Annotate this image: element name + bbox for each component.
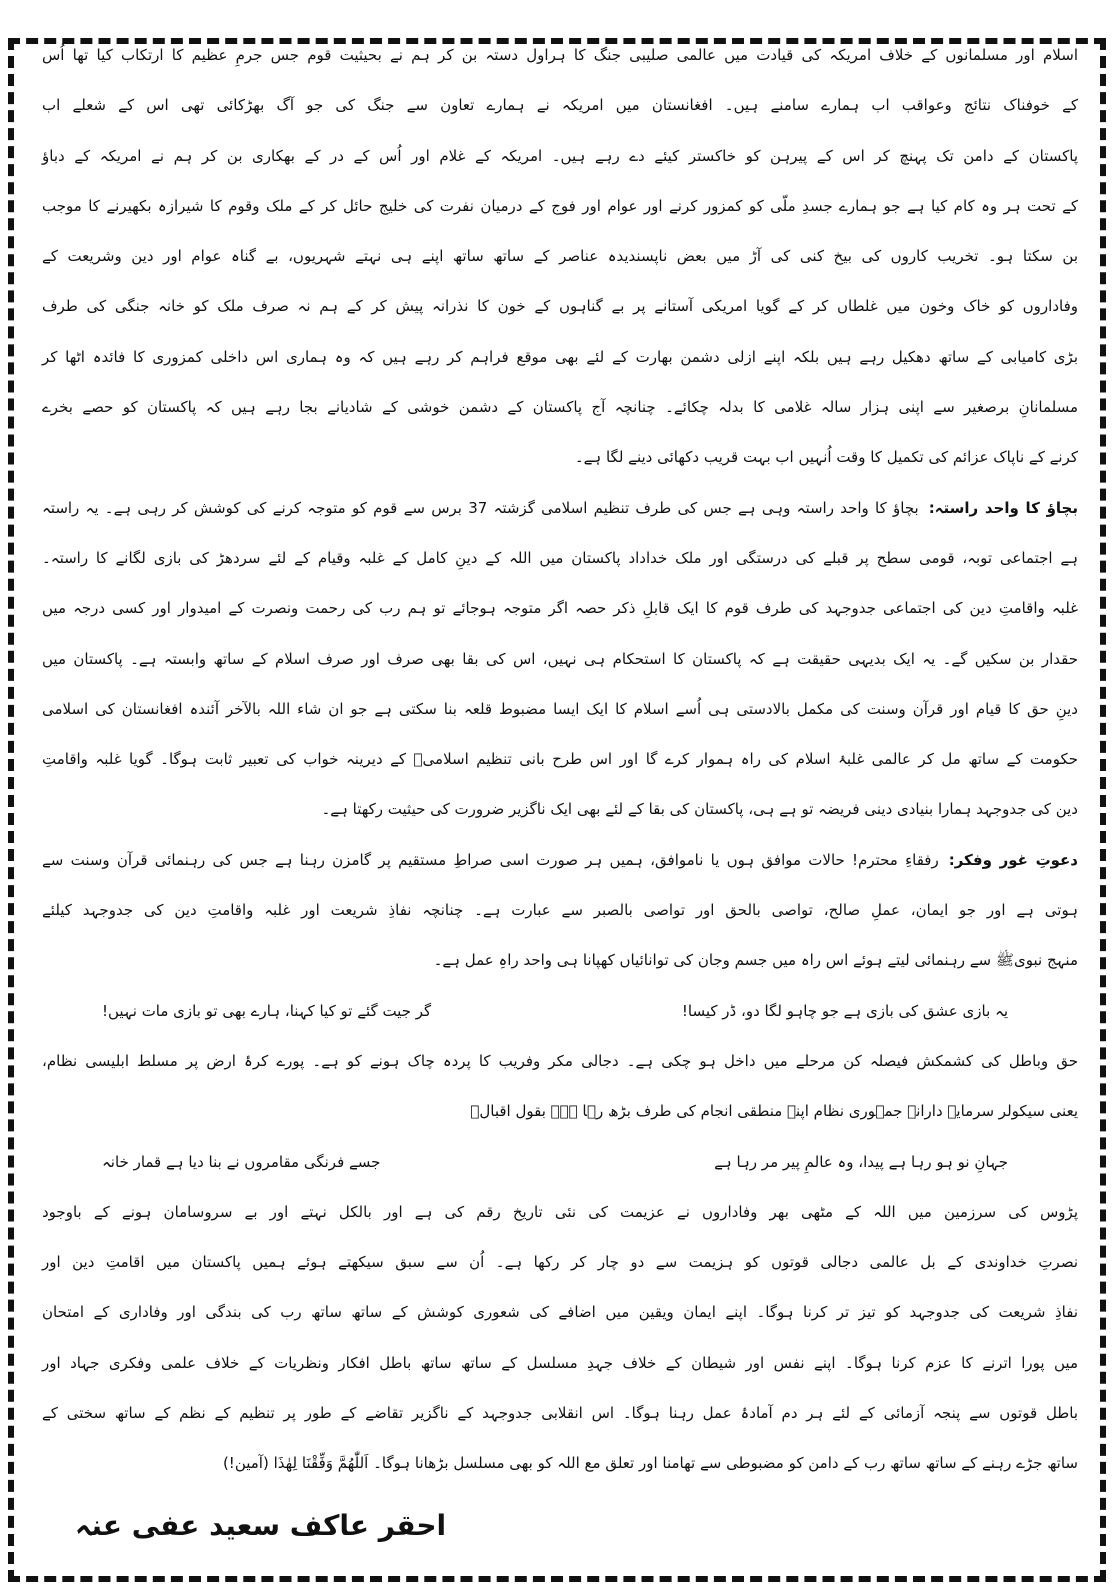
text-line: کے خوفناک نتائج وعواقب اب ہمارے سامنے ہیں۔ افغانستان میں امریکہ نے ہمارے تعاون سے جنگ کی جو آگ بھڑکائی تھی اس کے شعلے اب	[42, 96, 1078, 115]
text-line: میں پورا اترنے کا عزم کرنا ہوگا۔ اپنے نفس اور شیطان کے خلاف جہدِ مسلسل کے ساتھ ساتھ باطل افکار ونظریات کے خلاف علمی وفکری جہاد اور	[42, 1353, 1078, 1372]
text-line	[42, 835, 1078, 885]
text-line: حکومت کے ساتھ مل کر عالمی غلبۂ اسلام کی راہ ہموار کرے گا اور اس طرح بانی تنظیم اسلامیؒ کے دیرینہ خواب کی تعبیر ثابت ہوگا۔ گویا غلبہ واقامتِ	[42, 750, 1078, 769]
text-line: یعنی سیکولر سرمایہ دارانہ جمہوری نظام اپنے منطقی انجام کی طرف بڑھ رہا ہے۔ بقول اقبالؒ	[470, 1102, 1078, 1121]
text-line: دینِ حق کا قیام اور قرآن وسنت کی مکمل بالادستی ہی اُسے اسلام کا ایک ایسا مضبوط قلعہ بنا سکتی ہے جو ان شاء اللہ بالآخر آئندہ افغانستان کی اسلامی	[42, 699, 1078, 718]
article-body	[42, 30, 1078, 1489]
text-line: بن سکتا ہو۔ تخریب کاروں کی بیخ کنی کی آڑ میں بعض ناپسندیدہ عناصر کے ساتھ ساتھ اپنے ہی نہتے شہریوں، بے گناہ عوام اور دین وشریعت کے	[42, 247, 1078, 266]
section-heading-invitation: دعوتِ غور وفکر:	[948, 850, 1078, 869]
poem-couplet	[42, 986, 1078, 1036]
text-line: کے تحت ہر وہ کام کیا ہے جو ہمارے جسدِ ملّی کو کمزور کرنے اور عوام اور فوج کے درمیان نفرت کی خلیج حائل کر کے ملک وقوم کا شیرازہ بکھیرنے کا موجب	[42, 196, 1078, 215]
text-line: نصرتِ خداوندی کے بل عالمی دجالی قوتوں کو ہزیمت سے دو چار کر رکھا ہے۔ اُن سے سبق سیکھتے ہوئے ہمیں پاکستان میں اقامتِ دین اور	[42, 1253, 1078, 1272]
text-line	[42, 483, 1078, 533]
text-line: پڑوس کی سرزمین میں اللہ کے مٹھی بھر وفاداروں نے عزیمت کی نئی تاریخ رقم کی ہے اور بالکل نہتے اور بے سروسامان ہونے کے باوجود	[42, 1202, 1078, 1221]
text-line: غلبہ واقامتِ دین کی اجتماعی جدوجہد کی طرف قوم کا ایک قابلِ ذکر حصہ اگر متوجہ ہوجائے تو ہم رب کی رحمت ونصرت کے امیدوار اور کسی درجہ میں	[42, 599, 1078, 618]
poem-verse: یہ بازی عشق کی بازی ہے جو چاہو لگا دو، ڈر کیسا!	[681, 1001, 1008, 1020]
text-line: ہوتی ہے اور جو ایمان، عملِ صالح، تواصی بالحق اور تواصی بالصبر سے عبارت ہے۔ چنانچہ نفاذِ شریعت اور غلبہ واقامتِ دین کی جدوجہد کیلئے	[42, 901, 1078, 920]
text-line: ہے اجتماعی توبہ، قومی سطح پر قبلے کی درستگی اور ملک خداداد پاکستان میں اللہ کے دینِ کامل کے غلبہ وقیام کے لئے سردھڑ کی بازی لگانے کا راستہ۔	[42, 548, 1078, 567]
text-line: بڑی کامیابی کے ساتھ دھکیل رہے ہیں بلکہ اپنے ازلی دشمن بھارت کے لئے بھی موقع فراہم کر رہے ہیں کہ وہ ہماری اس داخلی کمزوری کا فائدہ اٹھا کر	[42, 347, 1078, 366]
section-heading-only-way: بچاؤ کا واحد راستہ:	[928, 498, 1078, 517]
poem-verse: جسے فرنگی مقامروں نے بنا دیا ہے قمار خانہ	[102, 1152, 381, 1171]
poem-couplet	[42, 1137, 1078, 1187]
text-line: اسلام اور مسلمانوں کے خلاف امریکہ کی قیادت میں عالمی صلیبی جنگ کا ہراول دستہ بن کر ہم نے بحیثیت قوم جس جرمِ عظیم کا ارتکاب کیا تھا اُس	[42, 46, 1078, 64]
section-text: رفقاءِ محترم! حالات موافق ہوں یا ناموافق، ہمیں ہر صورت اسی صراطِ مستقیم پر گامزن رہنا ہے جس کی رہنمائی قرآن وسنت سے	[42, 850, 939, 869]
text-line: ساتھ جڑے رہنے کے ساتھ ساتھ رب کے دامن کو مضبوطی سے تھامنا اور تعلق مع اللہ کو بھی مسلسل بڑھانا ہوگا۔ اَللّٰھُمَّ وَفِّقْنَا لِھٰذَا (آمین!)	[222, 1454, 1078, 1473]
text-line: باطل قوتوں سے پنجہ آزمائی کے لئے ہر دم آمادۂ عمل رہنا ہوگا۔ اس انقلابی جدوجہد کے ناگزیر تقاضے کے طور پر تنظیم کے نظم کے ساتھ سختی کے	[42, 1404, 1078, 1423]
poem-verse: جہانِ نو ہو رہا ہے پیدا، وہ عالمِ پیر مر رہا ہے	[714, 1152, 1008, 1171]
text-line: وفاداروں کو خاک وخون میں غلطاں کر کے گویا امریکی آستانے پر بے گناہوں کے خون کا نذرانہ پیش کر کے ہم نہ صرف ملک کو خانہ جنگی کی طرف	[42, 297, 1078, 316]
text-line: منہج نبویﷺ سے رہنمائی لیتے ہوئے اس راہ میں جسم وجان کی توانائیاں کھپانا ہی واحد راہِ عمل ہے۔	[433, 951, 1078, 970]
poem-verse: گر جیت گئے تو کیا کہنا، ہارے بھی تو بازی مات نہیں!	[102, 1001, 432, 1020]
section-text: بچاؤ کا واحد راستہ وہی ہے جس کی طرف تنظیم اسلامی گزشتہ 37 برس سے قوم کو متوجہ کرنے کی کوشش کر رہی ہے۔ یہ راستہ	[42, 498, 919, 517]
text-line: مسلمانانِ برصغیر سے اپنی ہزار سالہ غلامی کا بدلہ چکائے۔ چنانچہ آج پاکستان کے دشمن خوشی کے شادیانے بجا رہے ہیں کہ پاکستان کو حصے بخرے	[42, 398, 1078, 417]
text-line: حق وباطل کی کشمکش فیصلہ کن مرحلے میں داخل ہو چکی ہے۔ دجالی مکر وفریب کا پردہ چاک ہونے کو ہے۔ پورے کرۂ ارض پر مسلط ابلیسی نظام،	[42, 1051, 1078, 1070]
text-line: پاکستان کے دامن تک پہنچ کر اس کے پیرہن کو خاکستر کیئے دے رہے ہیں۔ امریکہ کے غلام اور اُس کے در کے بھکاری بن کر ہم نے امریکہ کے دباؤ	[42, 146, 1078, 165]
text-line: نفاذِ شریعت کی جدوجہد کو تیز تر کرنا ہوگا۔ اپنے ایمان ویقین میں اضافے کی شعوری کوشش کے ساتھ ساتھ رب کی بندگی اور وفاداری کے امتحان	[42, 1303, 1078, 1322]
text-line: حقدار بن سکیں گے۔ یہ ایک بدیہی حقیقت ہے کہ پاکستان کا استحکام ہی نہیں، اس کی بقا بھی صرف اور صرف اسلام کے ساتھ وابستہ ہے۔ پاکستان میں	[42, 649, 1078, 668]
author-signature: احقر عاکف سعید عفی عنہ	[75, 1508, 447, 1542]
text-line: کرنے کے ناپاک عزائم کی تکمیل کا وقت اُنہیں اب بہت قریب دکھائی دینے لگا ہے۔	[574, 448, 1078, 467]
text-line: دین کی جدوجہد ہمارا بنیادی دینی فریضہ تو ہے ہی، پاکستان کی بقا کے لئے بھی ایک ناگزیر ضرورت کی حیثیت رکھتا ہے۔	[321, 800, 1078, 819]
